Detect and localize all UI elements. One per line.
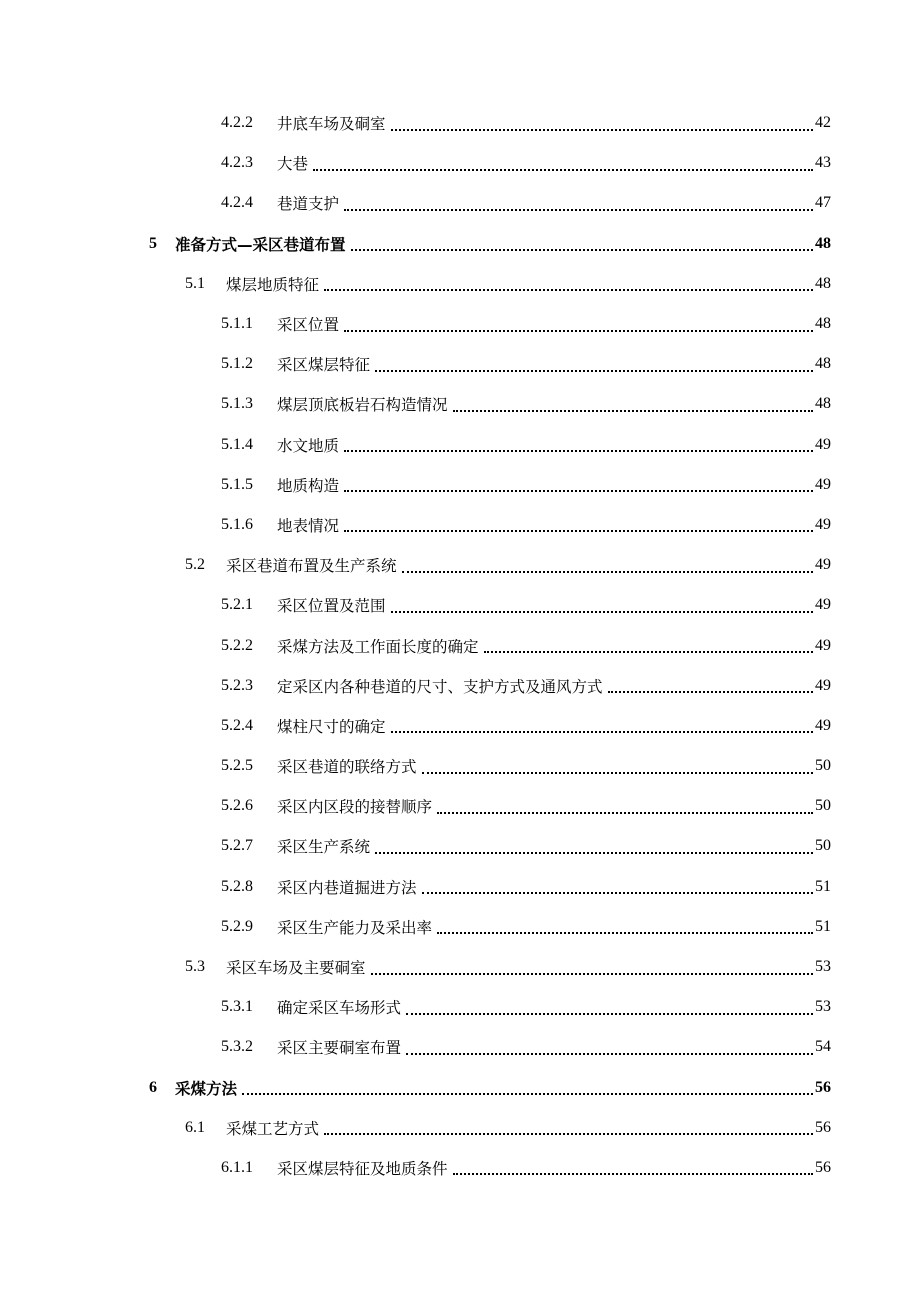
toc-entry-page: 51 [815,877,831,895]
toc-dot-leader [344,529,813,532]
toc-entry-page: 49 [815,475,831,493]
toc-entry-title: 采区主要硐室布置 [277,1039,402,1058]
toc-entry[interactable] [0,907,920,947]
toc-dot-leader [351,248,813,251]
toc-entry-title: 煤层地质特征 [226,275,320,294]
toc-entry-number: 5.3.2 [221,1038,253,1056]
toc-entry[interactable] [0,224,920,264]
toc-entry-page: 50 [815,797,831,815]
toc-entry-title: 采区巷道布置及生产系统 [226,557,397,576]
toc-entry[interactable] [0,264,920,304]
toc-entry-number: 5.2.8 [221,877,253,895]
toc-entry[interactable] [0,1108,920,1148]
toc-entry-title: 煤柱尺寸的确定 [277,717,386,736]
toc-entry-page: 49 [815,515,831,533]
toc-entry-title: 大巷 [277,155,309,174]
toc-entry-page: 50 [815,757,831,775]
toc-entry[interactable] [0,344,920,384]
toc-dot-leader [344,489,813,492]
toc-entry-title: 采区内区段的接替顺序 [277,798,433,817]
toc-entry-title: 地质构造 [277,476,340,495]
toc-entry-number: 5.1 [185,274,205,292]
toc-entry[interactable] [0,465,920,505]
toc-entry-number: 5.3 [185,958,205,976]
toc-entry-page: 49 [815,435,831,453]
toc-entry-title: 采区位置及范围 [277,597,386,616]
toc-entry-number: 6.1.1 [221,1158,253,1176]
toc-dot-leader [406,1012,813,1015]
toc-dot-leader [422,891,813,894]
toc-entry[interactable] [0,585,920,625]
toc-entry[interactable] [0,505,920,545]
toc-entry-number: 4.2.4 [221,194,253,212]
toc-dot-leader [313,168,813,171]
toc-entry-title: 准备方式—采区巷道布置 [175,235,346,254]
toc-entry-page: 56 [815,1118,831,1136]
toc-dot-leader [344,329,813,332]
toc-entry-page: 48 [815,315,831,333]
toc-entry[interactable] [0,947,920,987]
toc-entry[interactable] [0,826,920,866]
toc-dot-leader [422,771,813,774]
toc-entry-page: 53 [815,958,831,976]
toc-entry-page: 49 [815,716,831,734]
toc-entry-title: 水文地质 [277,436,340,455]
toc-entry-page: 50 [815,837,831,855]
toc-entry[interactable] [0,867,920,907]
toc-entry-title: 采区巷道的联络方式 [277,758,417,777]
toc-entry[interactable] [0,666,920,706]
toc-entry[interactable] [0,746,920,786]
toc-entry-number: 5.2.9 [221,917,253,935]
toc-entry-number: 5.2.7 [221,837,253,855]
toc-entry-number: 6 [149,1078,157,1096]
toc-entry-title: 采煤工艺方式 [226,1119,320,1138]
toc-entry-page: 43 [815,154,831,172]
toc-entry-title: 采煤方法 [175,1079,238,1098]
toc-entry-page: 48 [815,395,831,413]
toc-entry-number: 5.2.1 [221,596,253,614]
toc-dot-leader [391,730,813,733]
toc-dot-leader [375,851,813,854]
toc-entry[interactable] [0,987,920,1027]
toc-dot-leader [344,208,813,211]
toc-dot-leader [437,931,813,934]
toc-entry-number: 5 [149,234,157,252]
toc-entry-number: 5.1.3 [221,395,253,413]
toc-entry-page: 49 [815,676,831,694]
toc-dot-leader [344,449,813,452]
toc-entry-number: 5.2 [185,556,205,574]
toc-entry[interactable] [0,786,920,826]
toc-entry[interactable] [0,183,920,223]
toc-entry-page: 53 [815,998,831,1016]
toc-entry-title: 确定采区车场形式 [277,999,402,1018]
toc-entry[interactable] [0,706,920,746]
toc-entry-page: 51 [815,917,831,935]
toc-entry[interactable] [0,384,920,424]
toc-entry[interactable] [0,103,920,143]
toc-entry-number: 5.2.4 [221,716,253,734]
toc-dot-leader [402,570,813,573]
toc-entry[interactable] [0,625,920,665]
toc-entry-title: 采区生产能力及采出率 [277,918,433,937]
toc-entry-number: 5.2.6 [221,797,253,815]
toc-entry-number: 5.1.4 [221,435,253,453]
toc-entry-page: 49 [815,556,831,574]
toc-entry-page: 42 [815,114,831,132]
toc-dot-leader [324,1132,813,1135]
toc-entry-title: 采区车场及主要硐室 [226,959,366,978]
toc-dot-leader [453,1172,813,1175]
toc-entry-number: 4.2.3 [221,154,253,172]
toc-entry-number: 5.3.1 [221,998,253,1016]
toc-dot-leader [371,972,813,975]
toc-dot-leader [484,650,813,653]
toc-dot-leader [324,288,813,291]
toc-entry-page: 56 [815,1078,831,1096]
toc-entry-page: 54 [815,1038,831,1056]
toc-entry-page: 48 [815,274,831,292]
toc-entry-page: 49 [815,596,831,614]
toc-entry-page: 47 [815,194,831,212]
toc-entry-title: 采煤方法及工作面长度的确定 [277,637,479,656]
toc-entry[interactable] [0,545,920,585]
toc-entry-title: 井底车场及硐室 [277,115,386,134]
toc-entry-title: 地表情况 [277,516,340,535]
toc-dot-leader [406,1052,813,1055]
toc-entry[interactable] [0,425,920,465]
toc-entry[interactable] [0,143,920,183]
toc-entry-page: 48 [815,234,831,252]
table-of-contents [0,103,920,1188]
toc-entry-page: 56 [815,1158,831,1176]
toc-entry-number: 4.2.2 [221,114,253,132]
toc-entry-title: 煤层顶底板岩石构造情况 [277,396,448,415]
toc-entry[interactable] [0,1068,920,1108]
toc-entry-number: 5.1.2 [221,355,253,373]
toc-entry-title: 采区生产系统 [277,838,371,857]
toc-entry-title: 采区内巷道掘进方法 [277,878,417,897]
toc-entry-number: 5.1.5 [221,475,253,493]
toc-dot-leader [608,690,813,693]
toc-entry-number: 5.1.1 [221,315,253,333]
toc-entry[interactable] [0,1027,920,1067]
toc-entry-number: 6.1 [185,1118,205,1136]
toc-dot-leader [437,811,813,814]
toc-entry-number: 5.2.2 [221,636,253,654]
toc-entry-page: 48 [815,355,831,373]
toc-entry-page: 49 [815,636,831,654]
toc-entry-title: 采区位置 [277,316,340,335]
toc-entry-number: 5.2.3 [221,676,253,694]
toc-dot-leader [375,369,813,372]
toc-entry-number: 5.1.6 [221,515,253,533]
toc-entry-number: 5.2.5 [221,757,253,775]
toc-entry[interactable] [0,1148,920,1188]
toc-dot-leader [391,128,813,131]
toc-dot-leader [242,1092,813,1095]
toc-entry-title: 采区煤层特征 [277,356,371,375]
toc-entry[interactable] [0,304,920,344]
toc-entry-title: 定采区内各种巷道的尺寸、支护方式及通风方式 [277,677,603,696]
toc-entry-title: 巷道支护 [277,195,340,214]
toc-entry-title: 采区煤层特征及地质条件 [277,1159,448,1178]
toc-dot-leader [453,409,813,412]
toc-dot-leader [391,610,813,613]
